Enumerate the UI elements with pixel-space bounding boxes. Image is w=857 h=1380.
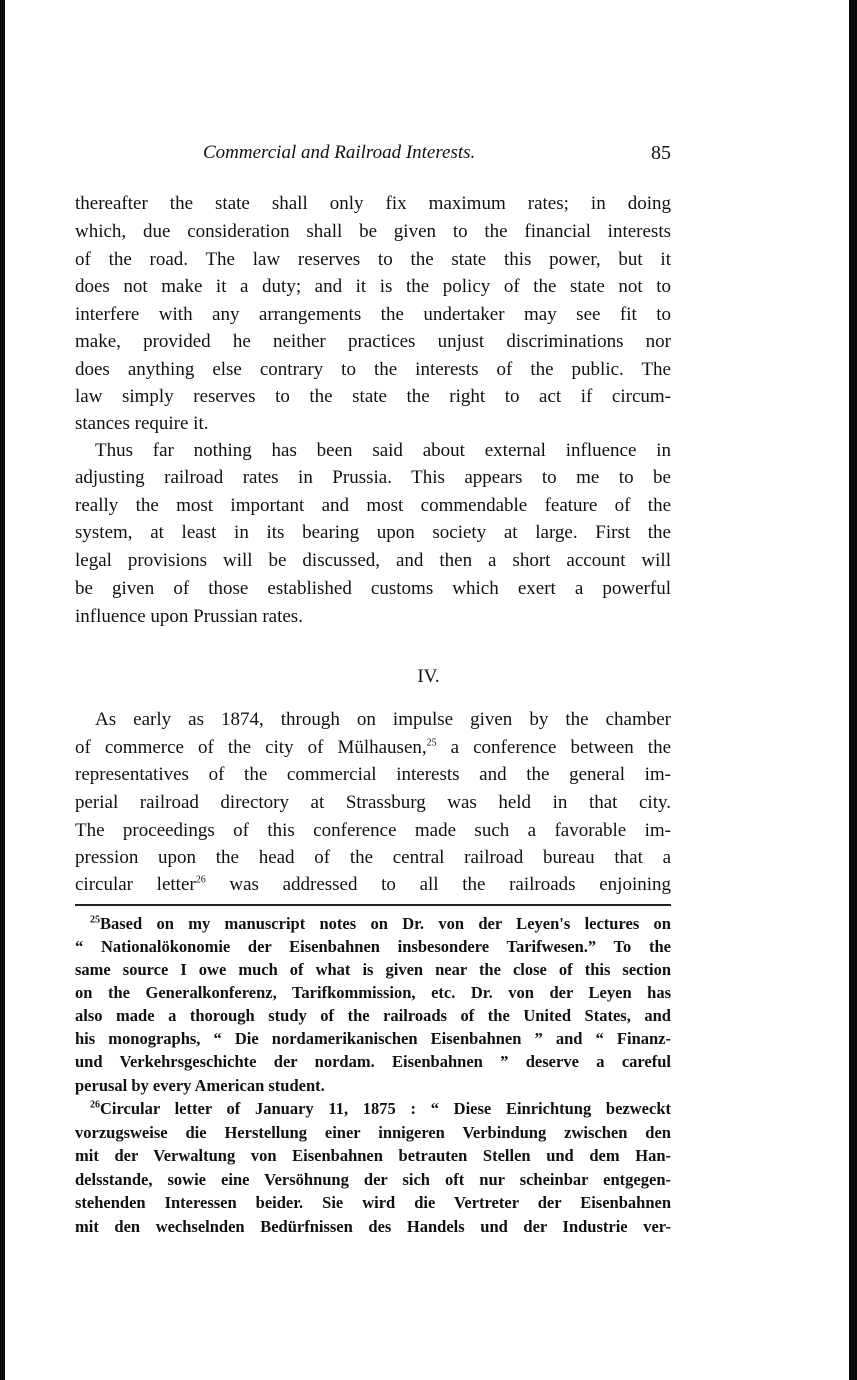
footnote-line: vorzugsweise die Herstellung einer innigeren Verbindung zwischen den <box>75 1123 671 1142</box>
footnote-ref-25[interactable]: 25 <box>426 737 437 749</box>
footnote-marker-26: 26 <box>90 1099 100 1111</box>
text-line: interfere with any arrangements the undertaker may see fit to <box>75 304 671 325</box>
text-line: Thus far nothing has been said about external influence in <box>95 440 671 461</box>
text-line: legal provisions will be discussed, and then a short account will <box>75 550 671 571</box>
text-span: Based on my manuscript notes on Dr. von der Leyen's lectures on <box>100 914 671 933</box>
text-line: As early as 1874, through on impulse given by the chamber <box>95 709 671 730</box>
text-line: The proceedings of this conference made such a favorable im- <box>75 820 671 841</box>
page-number: 85 <box>651 142 671 164</box>
running-head: Commercial and Railroad Interests. <box>203 142 476 163</box>
text-line: make, provided he neither practices unjust discriminations nor <box>75 331 671 352</box>
footnote-separator <box>75 904 671 906</box>
scan-edge-right <box>849 0 857 1380</box>
footnote-line: on the Generalkonferenz, Tarifkommission, etc. Dr. von der Leyen has <box>75 983 671 1002</box>
text-line: be given of those established customs which exert a powerful <box>75 578 671 599</box>
footnote-line: und Verkehrsgeschichte der nordam. Eisenbahnen ” deserve a careful <box>75 1052 671 1071</box>
footnote-line: perusal by every American student. <box>75 1076 325 1095</box>
text-line: really the most important and most commendable feature of the <box>75 495 671 516</box>
text-span: of commerce of the city of Mülhausen, <box>75 737 427 758</box>
text-line: thereafter the state shall only fix maximum rates; in doing <box>75 193 671 214</box>
text-line: adjusting railroad rates in Prussia. This appears to me to be <box>75 467 671 488</box>
text-line: law simply reserves to the state the right to act if circum- <box>75 386 671 407</box>
text-line: pression upon the head of the central railroad bureau that a <box>75 847 671 868</box>
text-line: system, at least in its bearing upon society at large. First the <box>75 522 671 543</box>
footnote-line: also made a thorough study of the railroads of the United States, and <box>75 1006 671 1025</box>
text-line: does anything else contrary to the interests of the public. The <box>75 359 671 380</box>
text-line: which, due consideration shall be given to the financial interests <box>75 221 671 242</box>
text-line: does not make it a duty; and it is the policy of the state not to <box>75 276 671 297</box>
text-line: perial railroad directory at Strassburg was held in that city. <box>75 792 671 813</box>
footnote-line: stehenden Interessen beider. Sie wird die Vertreter der Eisenbahnen <box>75 1193 671 1212</box>
text-span: circular letter <box>75 874 196 895</box>
section-heading: IV. <box>417 666 440 687</box>
footnote-line: delsstande, sowie eine Versöhnung der sich oft nur scheinbar entgegen- <box>75 1170 671 1189</box>
text-line <box>75 737 671 759</box>
page-header <box>75 142 671 172</box>
footnote-marker-25: 25 <box>90 914 100 926</box>
text-line: stances require it. <box>75 413 209 434</box>
text-span: Circular letter of January 11, 1875 : “ Diese Einrichtung bezweckt <box>100 1099 671 1118</box>
footnote-line: mit der Verwaltung von Eisenbahnen betrauten Stellen und dem Han- <box>75 1146 671 1165</box>
footnote-line: “ Nationalökonomie der Eisenbahnen insbesondere Tarifwesen.” To the <box>75 937 671 956</box>
footnote-line <box>90 1099 671 1119</box>
footnote-line: mit den wechselnden Bedürfnissen des Handels und der Industrie ver- <box>75 1217 671 1236</box>
text-line <box>75 874 671 896</box>
footnote-line <box>90 914 671 934</box>
text-line: of the road. The law reserves to the state this power, but it <box>75 249 671 270</box>
footnote-line: same source I owe much of what is given near the close of this section <box>75 960 671 979</box>
footnote-ref-26[interactable]: 26 <box>195 874 206 886</box>
footnote-line: his monographs, “ Die nordamerikanischen Eisenbahnen ” and “ Finanz- <box>75 1029 671 1048</box>
text-span: a conference between the <box>436 737 672 758</box>
scan-edge-left <box>0 0 5 1380</box>
text-line: influence upon Prussian rates. <box>75 606 303 627</box>
text-line: representatives of the commercial interests and the general im- <box>75 764 671 785</box>
text-span: was addressed to all the railroads enjoining <box>205 874 671 895</box>
